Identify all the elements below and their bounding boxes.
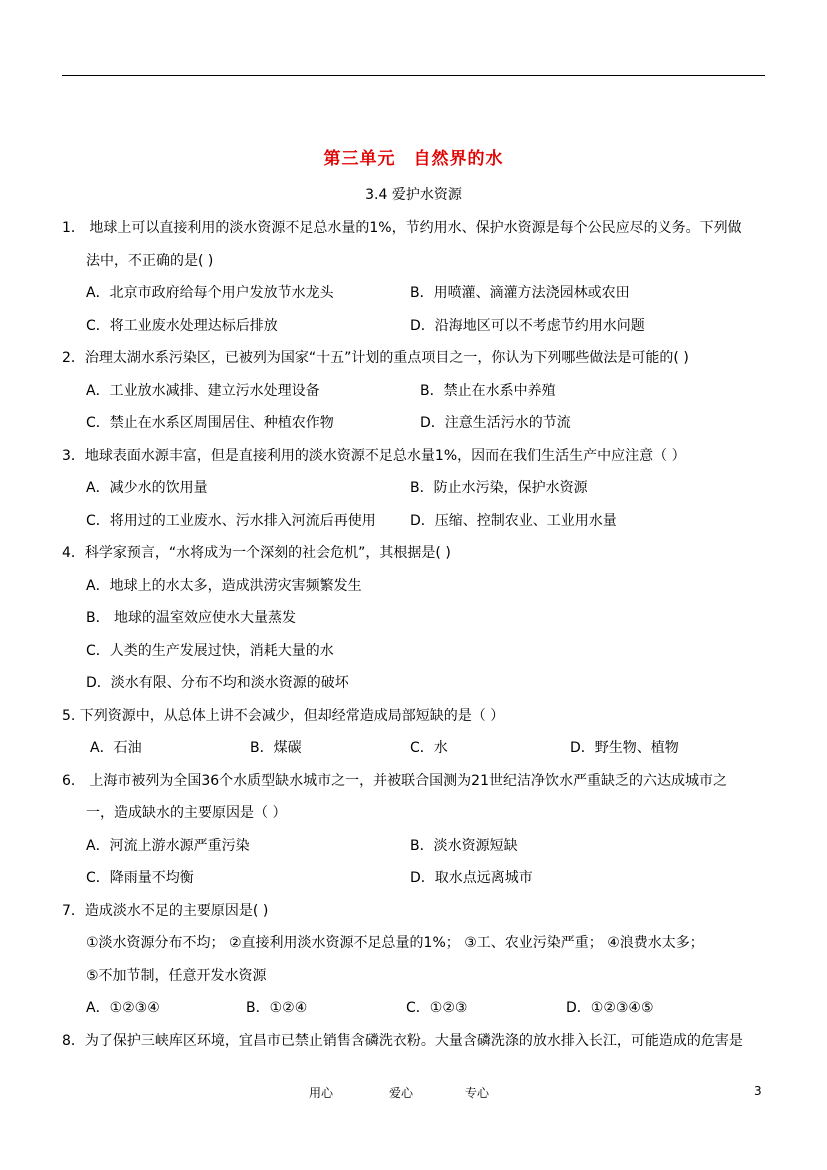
question-6-options-row-2: [62, 862, 778, 895]
footer-item-1: 用心: [309, 1086, 334, 1100]
question-3-stem: 3．地球表面水源丰富，但是直接利用的淡水资源不足总水量1%，因而在我们生活生产中应注意（ ）: [62, 447, 686, 464]
question-3-options-row-2: [62, 505, 778, 538]
option-d: D．野生物、植物: [570, 740, 679, 756]
question-2-options-row-2: [62, 407, 778, 440]
option-b: B．防止水污染，保护水资源: [410, 480, 588, 496]
option-c: C．人类的生产发展过快，消耗大量的水: [86, 642, 334, 659]
option-b: B．禁止在水系中养殖: [420, 382, 556, 399]
option-a: A．①②③④: [86, 1000, 160, 1016]
question-7-statements-line-1: ①淡水资源分布不均； ②直接利用淡水资源不足总量的1%； ③工、农业污染严重； ④浪费水太多；: [86, 935, 704, 951]
option-a: A．河流上游水源严重污染: [86, 837, 250, 854]
header-rule: [62, 75, 765, 76]
question-list: [62, 212, 778, 1057]
option-b: B．①②④: [246, 1000, 308, 1016]
option-a: A．工业放水减排、建立污水处理设备: [86, 382, 320, 399]
option-c: C．降雨量不均衡: [86, 870, 194, 886]
option-b: B． 地球的温室效应使水大量蒸发: [86, 610, 297, 626]
option-a: A．减少水的饮用量: [86, 480, 208, 496]
question-3: [62, 440, 778, 538]
option-a: A．北京市政府给每个用户发放节水龙头: [86, 285, 334, 301]
question-7: [62, 895, 778, 1025]
option-c: C．将用过的工业废水、污水排入河流后再使用: [86, 512, 376, 529]
option-d: D．压缩、控制农业、工业用水量: [410, 512, 617, 529]
question-1-options-row-1: [62, 277, 778, 310]
question-7-options-row: [62, 992, 778, 1025]
option-c: C．水: [410, 740, 448, 756]
option-d: D．①②③④⑤: [566, 1000, 654, 1016]
page-number: 3: [754, 1084, 762, 1098]
question-6-stem-line-1: 6． 上海市被列为全国36个水质型缺水城市之一，并被联合国测为21世纪洁净饮水严重缺乏的六达成城市之: [62, 772, 727, 789]
question-7-stem: 7．造成淡水不足的主要原因是( ): [62, 902, 269, 919]
option-c: C．禁止在水系区周围居住、种植农作物: [86, 415, 334, 431]
option-d: D．沿海地区可以不考虑节约用水问题: [410, 317, 645, 334]
question-8: [62, 1025, 778, 1058]
question-6-options-row-1: [62, 830, 778, 863]
question-4-stem: 4．科学家预言，“水将成为一个深刻的社会危机”，其根据是( ): [62, 545, 451, 561]
option-b: B．用喷灌、滴灌方法浇园林或农田: [410, 285, 630, 301]
question-5-stem: 5. 下列资源中，从总体上讲不会减少，但却经常造成局部短缺的是（ ）: [62, 707, 505, 724]
section-subtitle: 3.4 爱护水资源: [365, 187, 462, 203]
question-4: [62, 537, 778, 700]
question-1: [62, 212, 778, 342]
question-5-options-row: [62, 732, 778, 765]
question-1-stem-line-1: 1． 地球上可以直接利用的淡水资源不足总水量的1%，节约用水、保护水资源是每个公民应尽的义务。下列做: [62, 220, 742, 236]
page-title: 第三单元 自然界的水: [323, 149, 504, 169]
option-b: B．煤碳: [250, 740, 302, 756]
option-a: A．地球上的水太多，造成洪涝灾害频繁发生: [86, 577, 362, 594]
question-5: [62, 700, 778, 765]
question-1-options-row-2: [62, 310, 778, 343]
option-d: D．注意生活污水的节流: [420, 415, 571, 431]
question-2-stem: 2．治理太湖水系污染区，已被列为国家“十五”计划的重点项目之一，你认为下列哪些做法是可能的( ): [62, 350, 689, 366]
footer-item-2: 爱心: [389, 1086, 414, 1100]
question-8-stem: 8．为了保护三峡库区环境，宜昌市已禁止销售含磷洗衣粉。大量含磷洗涤的放水排入长江，可能造成的危害是: [62, 1032, 743, 1049]
question-7-statements-line-2: ⑤不加节制，任意开发水资源: [86, 967, 267, 984]
option-c: C．①②③: [406, 1000, 468, 1016]
question-2: [62, 342, 778, 440]
question-2-options-row-1: [62, 375, 778, 408]
question-1-stem-line-2: 法中，不正确的是( ): [86, 252, 214, 269]
option-d: D．淡水有限、分布不均和淡水资源的破坏: [86, 675, 349, 691]
question-6-stem-line-2: 一，造成缺水的主要原因是（ ）: [86, 805, 287, 821]
footer-item-3: 专心: [465, 1086, 490, 1100]
question-3-options-row-1: [62, 472, 778, 505]
option-c: C．将工业废水处理达标后排放: [86, 317, 278, 334]
option-b: B．淡水资源短缺: [410, 837, 518, 854]
option-a: A．石油: [90, 740, 142, 756]
option-d: D．取水点远离城市: [410, 870, 533, 886]
question-6: [62, 765, 778, 895]
